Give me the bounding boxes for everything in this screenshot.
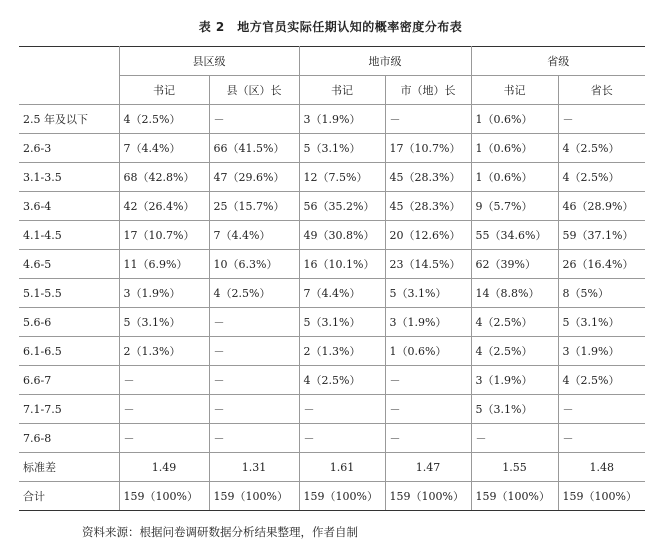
row-label: 2.5 年及以下: [19, 105, 119, 134]
table-cell: 4（2.5%）: [558, 163, 645, 192]
table-cell: 159（100%）: [471, 482, 558, 511]
group-header-row: [19, 47, 645, 76]
table-row: [19, 250, 645, 279]
table-cell: 68（42.8%）: [119, 163, 209, 192]
table-row: [19, 163, 645, 192]
table-row: [19, 395, 645, 424]
table-cell: 2（1.3%）: [299, 337, 385, 366]
table-row: [19, 221, 645, 250]
table-cell: －: [209, 105, 299, 134]
std-row: [19, 453, 645, 482]
table-cell: 4（2.5%）: [471, 308, 558, 337]
row-label: 5.6-6: [19, 308, 119, 337]
table-cell: 1.49: [119, 453, 209, 482]
table-cell: 42（26.4%）: [119, 192, 209, 221]
source-note: 资料来源：根据问卷调研数据分析结果整理，作者自制: [82, 525, 358, 539]
row-label: 3.6-4: [19, 192, 119, 221]
table-cell: 45（28.3%）: [385, 163, 471, 192]
table-cell: 7（4.4%）: [299, 279, 385, 308]
corner-cell: [19, 47, 119, 105]
sub-header: 县（区）长: [209, 76, 299, 105]
table-cell: －: [209, 366, 299, 395]
table-cell: －: [299, 424, 385, 453]
table-cell: 49（30.8%）: [299, 221, 385, 250]
table-cell: 12（7.5%）: [299, 163, 385, 192]
table-cell: 11（6.9%）: [119, 250, 209, 279]
table-cell: 1.47: [385, 453, 471, 482]
table-cell: －: [558, 105, 645, 134]
table-cell: －: [209, 308, 299, 337]
table-title: 表 2 地方官员实际任期认知的概率密度分布表: [198, 20, 463, 34]
table-cell: －: [209, 337, 299, 366]
table-cell: －: [119, 366, 209, 395]
sub-header: 书记: [299, 76, 385, 105]
table-cell: 4（2.5%）: [471, 337, 558, 366]
sub-header: 书记: [471, 76, 558, 105]
table-row: [19, 279, 645, 308]
row-label: 3.1-3.5: [19, 163, 119, 192]
table-cell: 16（10.1%）: [299, 250, 385, 279]
table-cell: 45（28.3%）: [385, 192, 471, 221]
table-cell: －: [558, 395, 645, 424]
sub-header: 市（地）长: [385, 76, 471, 105]
table-cell: －: [385, 105, 471, 134]
table-cell: 3（1.9%）: [119, 279, 209, 308]
row-label: 6.1-6.5: [19, 337, 119, 366]
table-cell: 159（100%）: [119, 482, 209, 511]
table-cell: 8（5%）: [558, 279, 645, 308]
table-cell: －: [385, 424, 471, 453]
table-row: [19, 192, 645, 221]
table-cell: 7（4.4%）: [119, 134, 209, 163]
table-cell: 26（16.4%）: [558, 250, 645, 279]
table-cell: 55（34.6%）: [471, 221, 558, 250]
probability-density-table: [19, 46, 645, 511]
table-cell: 17（10.7%）: [119, 221, 209, 250]
table-cell: 3（1.9%）: [471, 366, 558, 395]
sub-header: 省长: [558, 76, 645, 105]
table-cell: 4（2.5%）: [558, 366, 645, 395]
table-cell: 1（0.6%）: [471, 163, 558, 192]
row-label: 合计: [19, 482, 119, 511]
table-cell: 59（37.1%）: [558, 221, 645, 250]
table-cell: 17（10.7%）: [385, 134, 471, 163]
table-cell: 2（1.3%）: [119, 337, 209, 366]
table-cell: 1.48: [558, 453, 645, 482]
table-cell: 3（1.9%）: [558, 337, 645, 366]
table-cell: 23（14.5%）: [385, 250, 471, 279]
table-cell: 1.55: [471, 453, 558, 482]
table-row: [19, 366, 645, 395]
table-cell: 3（1.9%）: [299, 105, 385, 134]
table-cell: 25（15.7%）: [209, 192, 299, 221]
table-cell: 5（3.1%）: [558, 308, 645, 337]
table-cell: 1（0.6%）: [471, 105, 558, 134]
row-label: 4.6-5: [19, 250, 119, 279]
table-cell: 46（28.9%）: [558, 192, 645, 221]
table-cell: 5（3.1%）: [385, 279, 471, 308]
table-cell: －: [209, 395, 299, 424]
table-row: [19, 424, 645, 453]
table-cell: 5（3.1%）: [299, 308, 385, 337]
table-row: [19, 337, 645, 366]
table-cell: 47（29.6%）: [209, 163, 299, 192]
row-label: 6.6-7: [19, 366, 119, 395]
table-cell: 5（3.1%）: [119, 308, 209, 337]
group-header-province: 省级: [471, 47, 645, 76]
total-row: [19, 482, 645, 511]
table-cell: －: [299, 395, 385, 424]
row-label: 5.1-5.5: [19, 279, 119, 308]
table-cell: 4（2.5%）: [209, 279, 299, 308]
row-label: 7.1-7.5: [19, 395, 119, 424]
table-cell: 159（100%）: [558, 482, 645, 511]
table-cell: 56（35.2%）: [299, 192, 385, 221]
group-header-city: 地市级: [299, 47, 471, 76]
row-label: 标准差: [19, 453, 119, 482]
table-cell: －: [385, 395, 471, 424]
table-cell: 3（1.9%）: [385, 308, 471, 337]
table-row: [19, 134, 645, 163]
table-cell: 1.31: [209, 453, 299, 482]
table-cell: 159（100%）: [209, 482, 299, 511]
table-cell: 62（39%）: [471, 250, 558, 279]
table-cell: －: [471, 424, 558, 453]
row-label: 2.6-3: [19, 134, 119, 163]
table-cell: －: [119, 424, 209, 453]
table-cell: 9（5.7%）: [471, 192, 558, 221]
table-cell: 1（0.6%）: [471, 134, 558, 163]
row-label: 4.1-4.5: [19, 221, 119, 250]
table-cell: －: [558, 424, 645, 453]
table-cell: 7（4.4%）: [209, 221, 299, 250]
table-cell: 1.61: [299, 453, 385, 482]
table-cell: 66（41.5%）: [209, 134, 299, 163]
table-cell: －: [209, 424, 299, 453]
table-cell: 4（2.5%）: [119, 105, 209, 134]
table-cell: －: [385, 366, 471, 395]
table-cell: 10（6.3%）: [209, 250, 299, 279]
sub-header: 书记: [119, 76, 209, 105]
table-cell: 5（3.1%）: [471, 395, 558, 424]
group-header-county: 县区级: [119, 47, 299, 76]
table-cell: －: [119, 395, 209, 424]
table-cell: 5（3.1%）: [299, 134, 385, 163]
table-cell: 20（12.6%）: [385, 221, 471, 250]
table-cell: 4（2.5%）: [558, 134, 645, 163]
table-cell: 4（2.5%）: [299, 366, 385, 395]
table-cell: 1（0.6%）: [385, 337, 471, 366]
table-row: [19, 105, 645, 134]
table-cell: 159（100%）: [385, 482, 471, 511]
table-cell: 14（8.8%）: [471, 279, 558, 308]
row-label: 7.6-8: [19, 424, 119, 453]
table-cell: 159（100%）: [299, 482, 385, 511]
table-row: [19, 308, 645, 337]
